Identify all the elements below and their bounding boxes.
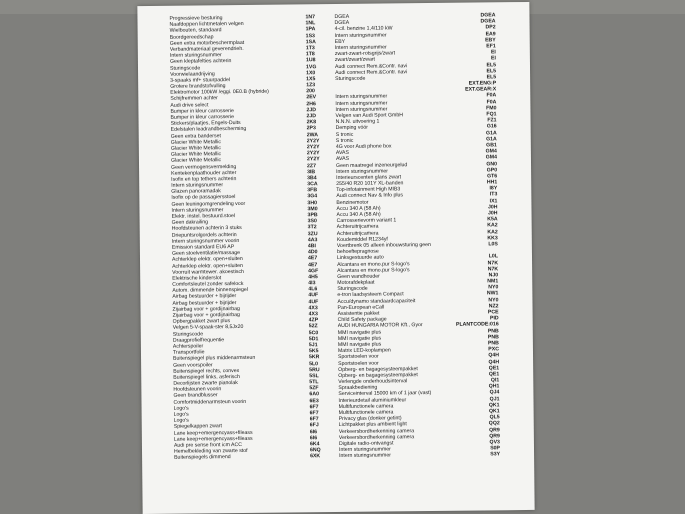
option-code-right: J0H <box>487 204 498 211</box>
option-code-left: 5L0 <box>309 360 319 367</box>
options-document-page <box>137 2 534 514</box>
option-code-left: 6F7 <box>309 404 319 411</box>
option-description-right: Sportstoelen voor <box>338 353 379 361</box>
option-description-left: Transportfolie <box>172 349 205 356</box>
option-code-left: 3IB <box>307 168 316 175</box>
option-description-right: behoeftepragnose <box>336 248 379 256</box>
option-code-left: 1SA <box>305 38 316 46</box>
option-description-right: Assistentie pakket <box>337 310 380 317</box>
option-description-right: Alcantara en mono.pur S-logo's <box>337 266 410 274</box>
option-description-left: Achterspoiler <box>172 343 204 350</box>
option-code-left: 4H5 <box>308 274 318 281</box>
option-code-left: 3H0 <box>307 199 317 206</box>
option-description-left: Isofix op de passagiersstoel <box>171 194 236 202</box>
option-description-right: EBY <box>334 38 346 45</box>
option-code-right: PLANTCODE:016 <box>456 321 499 329</box>
option-description-right: Digitale radio-ontvangst <box>338 440 394 447</box>
option-description-left: 3-spaaks mf+ stuurpaddel <box>170 76 231 84</box>
option-description-left: Autom. dimmende binnenspiegel <box>172 287 248 294</box>
option-code-left: 4X3 <box>308 311 318 318</box>
option-code-left: 5RU <box>309 366 320 373</box>
option-code-right: Q4H <box>488 358 500 365</box>
option-description-right: Audi connect Rem.&Contr. navi <box>335 68 408 76</box>
option-description-left: Geen extra banderset <box>170 132 221 140</box>
option-code-right: L0S <box>488 241 498 248</box>
option-code-left: 2JD <box>306 113 317 120</box>
option-code-right: L0L <box>488 253 499 260</box>
option-code-right: FQ1 <box>486 111 497 118</box>
option-code-right: K5A <box>487 216 498 223</box>
option-description-left: Hoofdsteunen achterin 3 stuks <box>171 225 242 233</box>
option-code-right: EBY <box>485 37 496 44</box>
option-description-right: AVAS <box>335 149 350 157</box>
option-code-left: 5SL <box>309 373 319 380</box>
option-code-left: 3G4 <box>307 193 318 200</box>
option-code-right: QH1 <box>488 383 500 390</box>
option-code-right: PID <box>489 315 499 322</box>
option-code-right: DGEA <box>480 18 496 25</box>
option-description-right: Intern sturingsnummer <box>339 452 392 460</box>
option-code-left: 1X5 <box>306 76 316 83</box>
option-description-left: Edelstalen leadrandbescherming <box>170 126 247 134</box>
option-code-right: GN0 <box>486 160 498 167</box>
option-description-left: Wielbouten, standaard <box>169 27 222 35</box>
option-code-right: DP2 <box>485 24 496 31</box>
option-description-right: DGEA <box>334 20 350 27</box>
option-description-left: Elektromotor 100kW /eggi. 0E0.B (hybride) <box>170 88 269 96</box>
option-description-right: Geen maatregel inzeneurgelud <box>335 161 408 169</box>
option-code-left: 6FJ <box>309 422 319 429</box>
option-description-right: S tronic <box>335 137 354 144</box>
option-code-left: 4L6 <box>308 286 318 293</box>
option-code-left: 200 <box>306 88 315 95</box>
option-code-right: QR9 <box>489 426 500 433</box>
option-code-right: NJ0 <box>488 272 499 279</box>
option-code-right: EI <box>490 55 496 62</box>
option-code-left: 3FB <box>307 187 318 194</box>
option-description-left: Geen stoelventilatie/massage <box>171 250 241 257</box>
option-description-right: Serviceinterval 15000 km of 1 jaar (vast) <box>338 390 432 398</box>
option-code-right: G1A <box>486 136 497 143</box>
option-description-right: Child Safety package <box>337 316 387 324</box>
option-code-right: EA9 <box>485 30 496 37</box>
option-description-left: Schijfremmen achter <box>170 95 218 103</box>
option-description-left: Elektrische kinderslot <box>172 275 222 282</box>
option-code-left: 5ZF <box>309 385 319 392</box>
option-description-left: Buitenspiegel plus middenarmsteun <box>173 355 256 363</box>
option-description-left: Isofix en top tethers achterin <box>171 175 237 183</box>
option-code-right: FZ1 <box>487 117 497 124</box>
option-code-right: QR9 <box>489 433 500 440</box>
option-description-left: Glacier White Metallic <box>170 145 222 152</box>
option-code-left: 3S0 <box>307 218 317 225</box>
option-description-left: Draagprofielfrequentie <box>172 336 225 344</box>
option-code-right: QL5 <box>489 414 500 421</box>
option-code-right: G16 <box>486 123 497 130</box>
option-description-left: Voorwielaandrijving <box>170 70 215 78</box>
option-description-left: Geen voorspoiler <box>173 361 213 369</box>
option-code-left: 1VG <box>305 63 317 70</box>
option-code-left: 6I6 <box>309 428 318 435</box>
option-code-right: DGEA <box>480 12 496 19</box>
option-description-right: Koudemiddel R1234yf <box>336 236 388 243</box>
option-description-right: Multifunctionele camera <box>338 403 394 410</box>
option-description-left: Buitenspiegel rechts, convex <box>173 367 240 375</box>
option-code-right: I8Y <box>489 185 498 192</box>
option-description-right: Privacy glas (donker getint) <box>338 415 402 423</box>
option-description-right: Multifunctionele camera <box>338 409 394 416</box>
option-description-left: Velgen 5-V-spaak-ster 8,5Jx20 <box>172 324 244 332</box>
option-description-left: Sturingscode <box>169 64 201 72</box>
option-description-right: Audi connect Nav & Info plus <box>336 192 404 200</box>
option-code-left: 2Z7 <box>307 162 317 169</box>
option-code-left: 2Y2Y <box>306 150 320 157</box>
option-description-right: Voertbrenk 05 alleen inbouwsturing geen <box>336 241 431 249</box>
option-code-left: 52Z <box>308 323 318 330</box>
option-description-right: MMI navigatie plus <box>337 329 382 336</box>
option-code-right: FM0 <box>486 105 497 112</box>
option-code-left: 4I3 <box>308 280 316 287</box>
option-code-left: 5C0 <box>308 329 319 336</box>
option-code-left: 2EV <box>306 94 317 101</box>
option-code-left: 2WA <box>306 131 318 138</box>
option-description-right: Linksgestuurde auto <box>336 254 384 262</box>
option-code-right: KK3 <box>487 235 498 242</box>
option-code-left: 5TL <box>309 379 319 386</box>
option-description-left: Verbandmateriaal geverendrieh. <box>169 45 244 53</box>
option-description-left: Zijairbag voor + gordijnairbag <box>172 312 240 319</box>
option-description-left: Geen extra motorbeschermplaat <box>169 39 245 47</box>
option-code-right: NZ2 <box>488 303 499 310</box>
option-description-right: Intern sturingsnummer <box>335 93 388 101</box>
option-code-right: GT6 <box>487 173 498 180</box>
option-description-right: 255/40 R20 101Y XL-banden <box>336 180 404 188</box>
option-description-right <box>335 81 445 82</box>
option-code-left: 1PA <box>305 26 316 33</box>
option-code-left: 6I6 <box>309 434 318 442</box>
option-description-right: Achteruitrijcamera <box>336 230 379 237</box>
option-description-right: AUDI HUNGARIA MOTOR Kft., Gyor <box>337 322 423 330</box>
option-description-right: Sportstoelen voor <box>338 360 379 367</box>
option-description-left: Glacier White Metallic <box>170 157 222 165</box>
option-code-left: 6XK <box>310 453 321 460</box>
option-code-left: 4GF <box>308 267 319 274</box>
option-description-left: Elektr. instel. bestuurd.stoel <box>171 213 236 220</box>
option-description-right: Intern sturingsnummer <box>334 32 387 39</box>
option-code-left: 2K8 <box>306 119 317 126</box>
option-code-left: 4BI <box>307 243 316 250</box>
option-description-left: Zijairbag voor + gordijnairbag <box>172 305 240 313</box>
option-description-right: Intern sturingsnummer <box>338 446 391 454</box>
option-code-left: 1S3 <box>305 32 315 39</box>
option-description-right: Benzinemotor <box>336 199 369 206</box>
option-description-right: zwart/zwart/zwart <box>334 56 376 64</box>
option-code-right: IT3 <box>489 191 498 198</box>
option-code-left: 3ZU <box>307 230 318 237</box>
option-code-left: 4D0 <box>307 249 318 256</box>
option-code-right: GB1 <box>486 142 497 149</box>
option-description-right: Opberg- en bagagesysteempakket <box>338 372 418 379</box>
option-code-right: F0A <box>486 92 497 99</box>
option-description-left: Sturingscode <box>172 330 204 338</box>
option-code-left: 2Y2Y <box>306 156 320 163</box>
option-description-right: Interieurscenten glans zwart <box>336 174 402 181</box>
option-description-left: Glazen panoramadak <box>171 188 221 195</box>
option-code-left: 2JD <box>306 107 317 114</box>
option-description-right: Spraakbediening <box>338 384 378 392</box>
option-code-right: S0P <box>490 445 501 452</box>
option-description-left: Intern sturingsnummer <box>169 52 222 59</box>
option-description-left: Intern sturingsnummer voorin <box>171 237 240 245</box>
option-code-right: QQ2 <box>488 420 500 427</box>
option-code-right: QJ4 <box>489 389 500 396</box>
option-code-left: 5D1 <box>308 335 319 343</box>
option-code-right: EXT.GEAR:X <box>465 86 497 93</box>
option-code-left: 3B4 <box>307 175 317 182</box>
option-description-left: Progressieve besturing <box>169 15 223 22</box>
option-code-left: 4E7 <box>307 255 318 262</box>
option-description-right: Geen wandhouder <box>337 273 380 280</box>
option-description-left: Logo's <box>173 405 189 412</box>
option-description-left: Airbag bestuurder + bijrijder <box>172 293 237 301</box>
option-description-left: Spiegelkappen zwart <box>173 423 222 431</box>
option-code-right: S3Y <box>490 451 501 458</box>
option-code-left: 6F7 <box>309 410 319 417</box>
option-code-right: NM1 <box>487 278 499 285</box>
option-description-left: Logo's <box>173 417 189 424</box>
option-description-left: Buitenspiegels dimmend <box>174 454 231 462</box>
option-code-left: 5K5 <box>308 348 319 355</box>
option-description-left: Lane keep+emergencyass+fileass <box>173 435 253 443</box>
option-description-right: Interieurdetail aluminiumkleur <box>338 396 407 404</box>
option-description-left: Geen vermogensvermelding <box>171 163 237 171</box>
option-code-right: EF1 <box>486 43 496 50</box>
option-description-right: Demping vóór <box>335 125 368 132</box>
option-description-right: Carrosserievorm variant 1 <box>336 217 397 225</box>
option-code-left: 6E3 <box>309 397 319 404</box>
option-code-left: 6A0 <box>309 391 319 398</box>
option-description-left: Geen leuningomgrendeling voor <box>171 200 246 208</box>
option-description-right: AVAS <box>335 156 350 163</box>
option-description-right: Intern sturingsnummer <box>336 168 389 175</box>
option-code-right: F0A <box>486 98 497 106</box>
option-description-left: Audi drive select <box>170 101 209 109</box>
option-description-left: Hemelbekleding van zwarte stof <box>173 448 248 455</box>
option-code-left: 1T3 <box>305 45 315 52</box>
option-description-right: Top-infotainment High MIB3 <box>336 186 401 194</box>
option-code-left: 5KR <box>309 354 320 361</box>
option-description-left: Grotere brandstofvulling <box>170 83 226 90</box>
option-code-right: NY0 <box>488 296 499 304</box>
option-description-left: Voorruit warmtewer. akoestisch <box>172 268 244 276</box>
option-description-right: Verlengde onderhoudsinterval <box>338 378 408 386</box>
option-code-right: EI <box>490 49 496 56</box>
option-code-right: IX1 <box>489 197 498 205</box>
option-code-right: N7K <box>487 265 499 273</box>
option-code-right: J0H <box>487 210 498 217</box>
option-code-left: 4X3 <box>308 305 318 312</box>
option-description-right: Matrix LED-koplampen <box>337 347 391 355</box>
option-code-right: PCE <box>487 309 499 316</box>
option-description-left: Decorlijsten zwarte pianolak <box>173 380 238 387</box>
option-code-right: G1A <box>485 129 497 136</box>
option-code-left: 1U8 <box>305 57 316 64</box>
option-description-left: Airbag bestuurder + bijrijder <box>172 299 237 307</box>
option-description-left: Emission standard EU6 AP <box>171 244 235 251</box>
option-description-left: Hoofdsteunen voorin <box>173 386 222 393</box>
option-description-left: Glacier White Metallic <box>170 151 222 158</box>
option-code-left: 3CA <box>307 181 318 188</box>
option-description-right: Sturingscode <box>335 75 366 82</box>
option-code-left: 3T2 <box>307 224 317 231</box>
option-description-left: Driepuntsrolgordels achterin <box>171 231 237 239</box>
option-code-right: Q4H <box>488 352 500 359</box>
option-code-left: 2H6 <box>306 100 316 107</box>
option-description-left: Stickers/plaatjes, Engels-Duits <box>170 120 241 127</box>
option-description-left: Boordgereedschap <box>169 33 214 41</box>
option-description-right: e-tron laadsysteem Compact <box>337 291 404 299</box>
option-description-left: Comfortsleutel zonder safelock <box>172 281 244 288</box>
option-code-right: PNB <box>487 340 499 347</box>
option-code-right: QI1 <box>490 377 500 384</box>
option-description-left: Intern sturingsnummer <box>171 206 224 214</box>
option-description-right: Motorafdekplaat <box>337 279 375 287</box>
option-description-right: Achteruitrijcamera <box>336 223 379 231</box>
option-description-right: Opberg- en bagagesysteempakket <box>338 365 418 373</box>
options-list <box>169 12 500 461</box>
option-description-left: Achterklep elektr. open+sluiten <box>171 256 243 264</box>
option-code-left: 3M0 <box>307 206 318 213</box>
option-description-right: Sturingscode <box>337 285 368 293</box>
option-code-left: 2P3 <box>306 125 316 132</box>
option-code-right: QJ1 <box>489 395 500 403</box>
option-description-right: Velgen van Audi Sport GmbH <box>335 112 404 119</box>
option-description-right: Verkeersbordherkenning camera <box>338 433 415 441</box>
option-code-right: GM4 <box>485 148 497 155</box>
option-code-left: 4ZP <box>308 317 319 324</box>
option-code-left: 4UF <box>308 298 319 305</box>
option-description-right: 4-cil. benzine 1,4/110 kW <box>334 25 393 33</box>
option-code-left: 1X0 <box>306 69 316 76</box>
option-code-right: HH1 <box>486 179 498 186</box>
option-description-left: Geen brandblusser <box>173 392 218 400</box>
option-description-right: Alcantara en mono.pur S-logo's <box>337 260 410 268</box>
option-code-left: 4E7 <box>308 261 318 268</box>
option-description-left: Lane keep+emergencyass+fileass <box>173 429 253 437</box>
option-code-left: 1NL <box>305 20 316 27</box>
option-description-right: MMI navigatie plus <box>337 341 382 348</box>
option-description-left: Bumper in kleur carrosserie <box>170 114 234 121</box>
option-code-right: GP0 <box>486 166 498 174</box>
option-code-left: 1N7 <box>305 14 316 21</box>
option-description-right: Pan-European eCall <box>337 304 385 311</box>
option-description-left: Buitenspiegel links, asferisch <box>173 373 240 381</box>
option-description-left: Comfortmiddenarmsteun voorin <box>173 398 247 406</box>
option-code-left: 6F7 <box>309 416 319 423</box>
option-code-right: PNB <box>487 334 499 341</box>
option-description-right: zwart-zwart-rotsgrijs/zwart <box>334 50 396 58</box>
option-description-right: Accu/dynamo standaardcapaciteit <box>337 297 416 305</box>
option-description-left: Glacier White Metallic <box>170 138 221 146</box>
option-code-right: GM4 <box>485 154 497 161</box>
option-code-right: QK1 <box>488 408 500 415</box>
option-description-right: 4G voor Audi phone box <box>335 143 392 150</box>
option-description-right: Accu 340 A (58 Ah) <box>336 211 381 218</box>
option-code-right: EXT.ENG:P <box>468 80 497 87</box>
option-description-right <box>335 87 445 88</box>
option-code-right: NY0 <box>488 284 499 291</box>
option-code-right: QV3 <box>489 439 500 446</box>
option-code-right: N7K <box>487 259 499 266</box>
option-description-right: MMI navigatie plus <box>337 335 382 342</box>
option-description-right: Verkeersbordherkenning camera <box>338 427 415 435</box>
option-code-right: PNB <box>487 327 499 334</box>
option-description-left: Opbergpakket zwart plus <box>172 318 231 325</box>
option-code-right: PXC <box>488 346 499 353</box>
option-description-left: Geen dakrailing <box>171 219 208 226</box>
option-code-left: 6NQ <box>309 447 321 454</box>
option-description-right: N.N.N. uitvoering 1 <box>335 118 380 126</box>
option-code-left: 1Z3 <box>306 82 316 89</box>
option-description-left: Audi pre sense front icm ACC <box>173 441 243 449</box>
option-code-right: NW1 <box>486 290 499 297</box>
option-code-right: QK1 <box>488 402 500 409</box>
option-code-right: QE1 <box>488 371 500 378</box>
option-description-left: Intern sturingsnummer <box>171 182 224 189</box>
option-code-right: EL5 <box>486 68 497 75</box>
option-code-right: EL5 <box>486 61 497 68</box>
option-code-right: KA2 <box>487 222 498 229</box>
option-description-right: Accu 340 A (58 Ah) <box>336 205 381 212</box>
option-code-right: QE1 <box>488 364 500 372</box>
option-description-left: Bumper in kleur carrosserie <box>170 107 234 115</box>
option-description-right: Intern sturingsnummer <box>335 106 388 113</box>
option-description-right: Lichtpakket plus ambient light <box>338 421 407 429</box>
option-description-left: Naafdoppen lichtmetalen velgen <box>169 21 244 28</box>
option-code-left: 4UF <box>308 292 319 299</box>
option-description-right: DGEA <box>334 13 350 21</box>
option-code-left: 2Y2Y <box>306 144 320 151</box>
option-code-left: 2Y2Y <box>306 137 320 145</box>
option-code-left: 4A3 <box>307 236 318 244</box>
option-code-left: 5J1 <box>308 342 318 349</box>
option-description-left: Geen kleptafelties achterin <box>169 58 232 66</box>
option-code-left: 1T8 <box>305 51 315 58</box>
option-code-left: 6K4 <box>309 441 320 448</box>
option-description-right: Intern sturingsnummer <box>334 44 387 51</box>
option-description-left: Kentekenplaathouder achter <box>171 169 237 177</box>
option-description-right: S tronic <box>335 131 354 138</box>
option-description-right: Intern sturingsnummer <box>335 100 388 107</box>
option-code-right <box>448 247 498 248</box>
option-code-right: EL5 <box>486 74 497 81</box>
option-code-right: KA2 <box>487 228 498 235</box>
option-description-left: Achterklep elektr. open+sluiten <box>172 262 243 270</box>
option-description-right: Audi connect Rem.&Contr. navi <box>334 62 408 70</box>
option-description-left: Logo's <box>173 411 189 418</box>
option-code-left: 3PB <box>307 212 318 219</box>
